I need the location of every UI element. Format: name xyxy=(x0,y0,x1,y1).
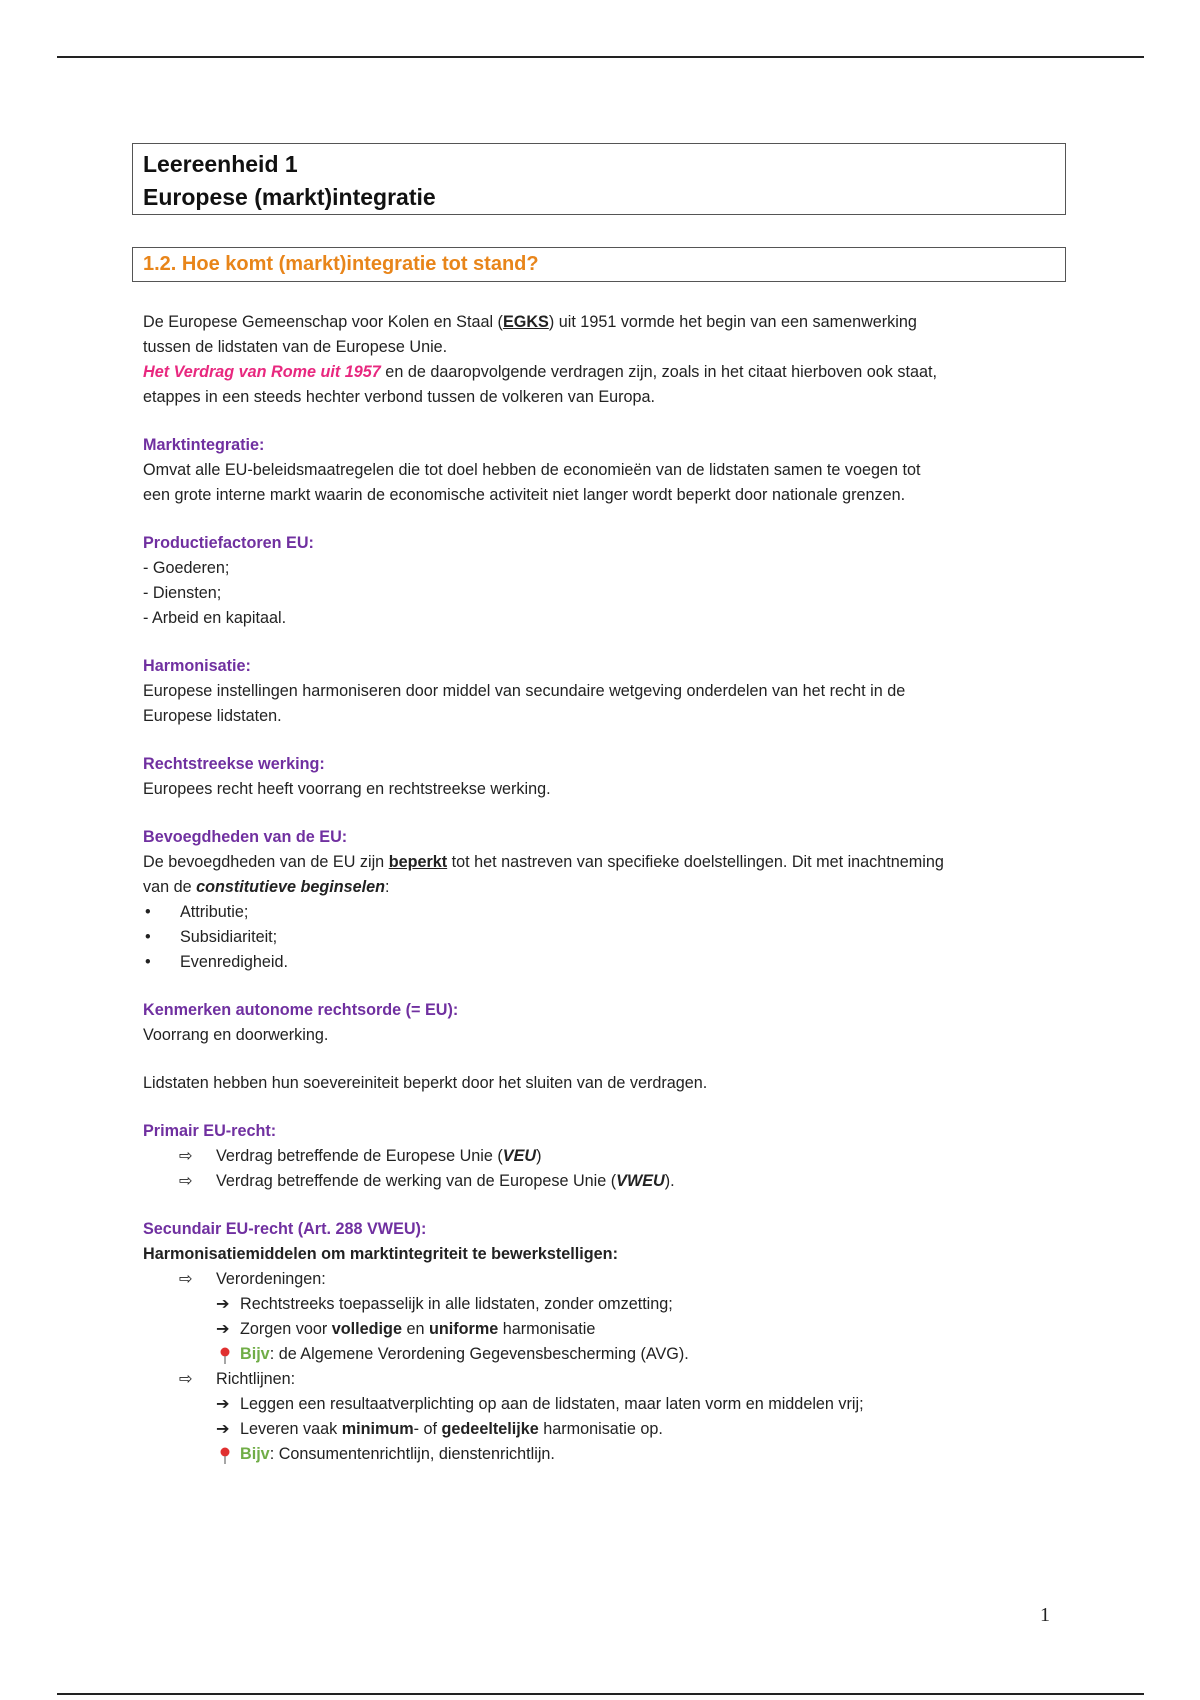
verdrag-rome-highlight: Het Verdrag van Rome uit 1957 xyxy=(143,363,381,381)
list-item: - Arbeid en kapitaal. xyxy=(143,609,287,627)
arrow-icon: ➔ xyxy=(216,1420,230,1438)
bullet-icon: • xyxy=(145,928,151,946)
example-line: Bijv: de Algemene Verordening Gegevensbescherming (AVG). xyxy=(143,1342,1073,1367)
list-item: - Goederen; xyxy=(143,559,230,577)
arrow-icon: ➔ xyxy=(216,1320,230,1338)
arrow-icon: ➔ xyxy=(216,1295,230,1313)
productiefactoren-heading: Productiefactoren EU: xyxy=(143,534,314,552)
unit-title: Europese (markt)integratie xyxy=(143,184,436,210)
double-arrow-icon: ⇨ xyxy=(179,1370,193,1388)
double-arrow-icon: ⇨ xyxy=(179,1147,193,1165)
unit-title-box xyxy=(132,143,1066,215)
harmonisatie-heading: Harmonisatie: xyxy=(143,657,251,675)
marktintegratie-heading: Marktintegratie: xyxy=(143,436,265,454)
intro-paragraph-1: De Europese Gemeenschap voor Kolen en Staal (EGKS) uit 1951 vormde het begin van een samenwerking xyxy=(143,313,917,331)
section-heading-box xyxy=(132,247,1066,282)
double-arrow-icon: ⇨ xyxy=(179,1172,193,1190)
pushpin-icon xyxy=(219,1447,231,1465)
page-number: 1 xyxy=(1040,1604,1050,1626)
bullet-icon: • xyxy=(145,903,151,921)
list-item: ⇨ Verdrag betreffende de werking van de Europese Unie (VWEU). xyxy=(143,1169,1073,1194)
pushpin-icon xyxy=(219,1347,231,1365)
secundair-subheading: Harmonisatiemiddelen om marktintegriteit te bewerkstelligen: xyxy=(143,1245,618,1263)
rechtstreekse-heading: Rechtstreekse werking: xyxy=(143,755,325,773)
list-item: ➔ Zorgen voor volledige en uniforme harmonisatie xyxy=(143,1317,1073,1342)
section-heading: 1.2. Hoe komt (markt)integratie tot stand? xyxy=(143,253,539,275)
list-item: ⇨ Verdrag betreffende de Europese Unie (VEU) xyxy=(143,1144,1073,1169)
list-item: ➔ Leggen een resultaatverplichting op aan de lidstaten, maar laten vorm en middelen vrij; xyxy=(143,1392,1073,1417)
secundair-heading: Secundair EU-recht (Art. 288 VWEU): xyxy=(143,1220,427,1238)
example-line: Bijv: Consumentenrichtlijn, dienstenrichtlijn. xyxy=(143,1442,1073,1467)
list-item: - Diensten; xyxy=(143,584,222,602)
double-arrow-icon: ⇨ xyxy=(179,1270,193,1288)
intro-paragraph-2: Het Verdrag van Rome uit 1957 en de daaropvolgende verdragen zijn, zoals in het citaat hierboven ook staat, xyxy=(143,363,937,381)
bevoegdheden-heading: Bevoegdheden van de EU: xyxy=(143,828,348,846)
list-item: • Evenredigheid. xyxy=(143,950,1073,975)
arrow-icon: ➔ xyxy=(216,1395,230,1413)
kenmerken-heading: Kenmerken autonome rechtsorde (= EU): xyxy=(143,1001,459,1019)
list-item: ➔ Rechtstreeks toepasselijk in alle lidstaten, zonder omzetting; xyxy=(143,1292,1073,1317)
unit-number: Leereenheid 1 xyxy=(143,151,298,177)
list-item: • Attributie; xyxy=(143,900,1073,925)
list-item: • Subsidiariteit; xyxy=(143,925,1073,950)
header-rule xyxy=(57,56,1144,58)
list-item: ⇨ Verordeningen: xyxy=(143,1267,1073,1292)
document-body: De Europese Gemeenschap voor Kolen en Staal (EGKS) uit 1951 vormde het begin van een samenwerking tussen de lidstaten van de Europese Unie. Het Verdrag van Rome uit 1957 en de daaropvolgende verdragen zijn, zoals in het citaat hierboven ook staat, etappes in een steeds hechter verbond tussen de volkeren van Europa. Marktintegratie: Omvat alle EU-beleidsmaatregelen die tot doel hebben de economieën van de lidstaten samen te voegen tot een grote interne markt waarin de economische activiteit niet langer wordt beperkt door nationale grenzen. Productiefactoren EU: - Goederen; - Diensten; - Arbeid en kapitaal. Harmonisatie: Europese instellingen harmoniseren door middel van secundaire wetgeving onderdelen van het recht in de Europese lidstaten. Rechtstreekse werking: Europees recht heeft voorrang en rechtstreekse werking. Bevoegdheden van de EU: De bevoegdheden van de EU zijn beperkt tot het nastreven van specifieke doelstellingen. Dit met inachtneming van de constitutieve beginselen: • Attributie; • Subsidiariteit; • Evenredigheid. Kenmerken autonome rechtsorde (= EU): Voorrang en doorwerking. Lidstaten hebben hun soevereiniteit beperkt door het sluiten van de verdragen. Primair EU-recht: ⇨ Verdrag betreffende de Europese Unie (VEU) ⇨ Verdrag betreffende de werking van de Europese Unie (VWEU). Secundair EU-recht (Art. 288 VWEU): Harmonisatiemiddelen om marktintegriteit te bewerkstelligen: ⇨ Verordeningen: ➔ Rechtstreeks toepasselijk in alle lidstaten, zonder omzetting; ➔ Zorgen voor volledige en uniforme harmonisatie Bijv: de Algemene Verordening Gegevensbescherming (AVG). ⇨ Richtlijnen: ➔ Leggen een resultaatverplichting op aan de lidstaten, maar laten vorm en middelen vrij; ➔ Leveren vaak minimum- of gedeeltelijke harmonisatie op. Bijv: Consumentenrichtlijn, dienstenrichtlijn. xyxy=(143,310,1073,1467)
list-item: ⇨ Richtlijnen: xyxy=(143,1367,1073,1392)
egks-abbr: EGKS xyxy=(502,313,549,331)
bullet-icon: • xyxy=(145,953,151,971)
list-item: ➔ Leveren vaak minimum- of gedeeltelijke harmonisatie op. xyxy=(143,1417,1073,1442)
footer-rule xyxy=(57,1693,1144,1695)
primair-heading: Primair EU-recht: xyxy=(143,1122,277,1140)
